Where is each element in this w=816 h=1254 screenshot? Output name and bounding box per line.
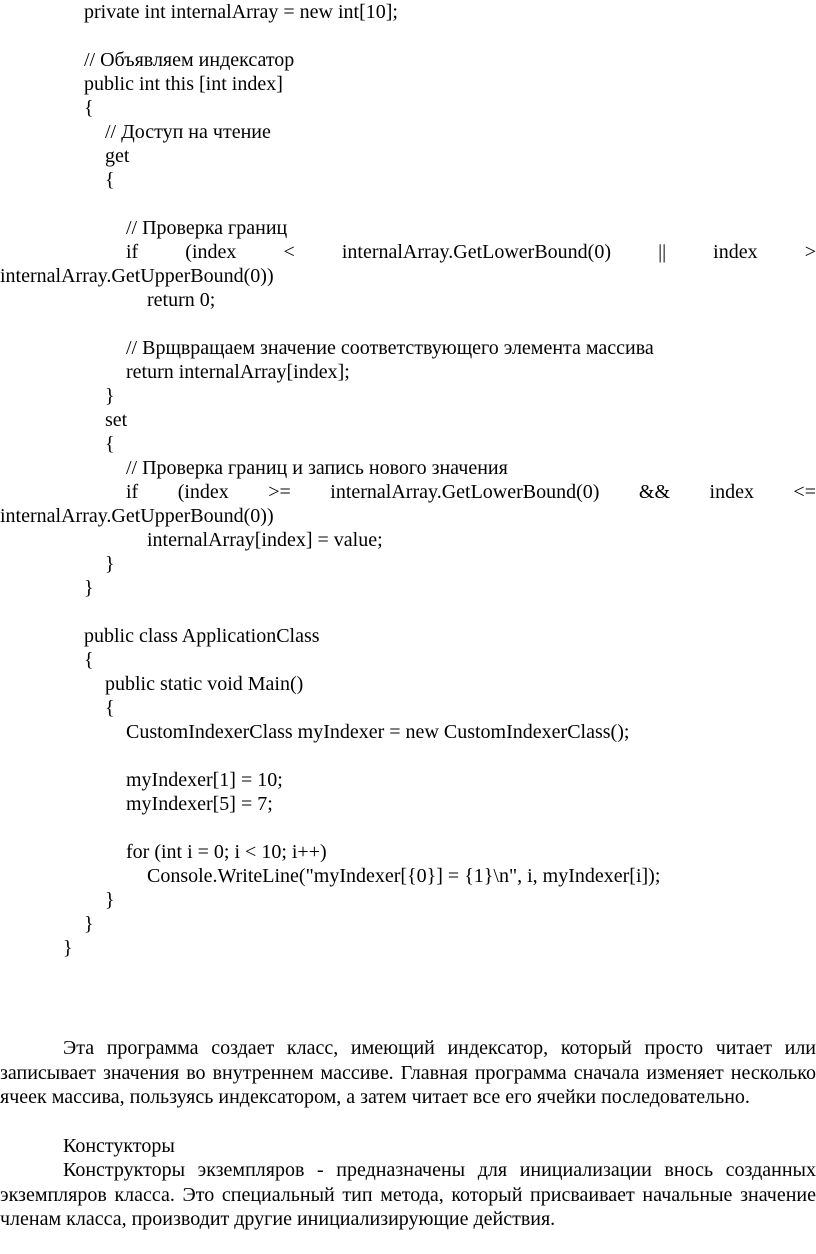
code-line: myIndexer[5] = 7; bbox=[126, 793, 273, 815]
paragraph: Эта программа создает класс, имеющий индексатор, который просто читает или записывает значения во внутреннем массиве. Главная программа сначала изменяет несколько ячеек массива, пользуясь индексатором, а затем читает все его ячейки последовательно. bbox=[0, 1037, 816, 1109]
code-token: || bbox=[658, 241, 667, 263]
code-line: for (int i = 0; i < 10; i++) bbox=[126, 841, 327, 863]
code-comment: // Врщвращаем значение соответствующего элемента массива bbox=[126, 337, 654, 359]
code-brace: } bbox=[84, 913, 94, 935]
code-token: < bbox=[283, 241, 295, 263]
code-token: index bbox=[713, 241, 758, 263]
code-brace: { bbox=[84, 97, 94, 119]
code-brace: { bbox=[84, 649, 94, 671]
code-token: internalArray.GetLowerBound(0) bbox=[341, 241, 611, 263]
code-line: private int internalArray = new int[10]; bbox=[84, 1, 398, 23]
code-line: public class ApplicationClass bbox=[84, 625, 320, 647]
code-token: if bbox=[126, 241, 139, 263]
code-brace: } bbox=[84, 577, 94, 599]
code-line: set bbox=[105, 409, 128, 431]
code-line: Console.WriteLine("myIndexer[{0}] = {1}\n", i, myIndexer[i]); bbox=[147, 865, 661, 887]
code-comment: // Доступ на чтение bbox=[105, 121, 271, 143]
code-token: (index bbox=[177, 481, 229, 503]
code-line: internalArray.GetUpperBound(0)) bbox=[0, 265, 274, 287]
code-line: return internalArray[index]; bbox=[126, 361, 350, 383]
code-brace: } bbox=[105, 553, 115, 575]
section-heading: Констукторы bbox=[63, 1135, 175, 1157]
code-token: && bbox=[638, 481, 671, 503]
code-comment: // Объявляем индексатор bbox=[84, 49, 295, 71]
code-line: public static void Main() bbox=[105, 673, 304, 695]
code-brace: { bbox=[105, 433, 115, 455]
code-line: internalArray[index] = value; bbox=[147, 529, 383, 551]
code-line-justified bbox=[126, 240, 816, 264]
code-token: >= bbox=[268, 481, 291, 503]
code-token: (index bbox=[185, 241, 237, 263]
code-token: <= bbox=[793, 481, 816, 503]
code-token: index bbox=[709, 481, 754, 503]
code-line: CustomIndexerClass myIndexer = new CustomIndexerClass(); bbox=[126, 721, 630, 743]
code-line-justified bbox=[126, 480, 816, 504]
code-comment: // Проверка границ и запись нового значения bbox=[126, 457, 508, 479]
code-line: public int this [int index] bbox=[84, 73, 283, 95]
code-brace: { bbox=[105, 169, 115, 191]
code-brace: } bbox=[105, 385, 115, 407]
code-brace: { bbox=[105, 697, 115, 719]
code-line: get bbox=[105, 145, 130, 167]
code-comment: // Проверка границ bbox=[126, 217, 288, 239]
code-line: return 0; bbox=[147, 289, 216, 311]
code-token: > bbox=[804, 241, 816, 263]
code-token: if bbox=[126, 481, 139, 503]
code-brace: } bbox=[105, 889, 115, 911]
code-line: internalArray.GetUpperBound(0)) bbox=[0, 505, 274, 527]
code-line: myIndexer[1] = 10; bbox=[126, 769, 283, 791]
paragraph: Конструкторы экземпляров - предназначены для инициализации внось созданных экземпляров класса. Это специальный тип метода, который присваивает начальные значение членам класса, производит другие инициализирующие действия. bbox=[0, 1159, 816, 1231]
code-token: internalArray.GetLowerBound(0) bbox=[330, 481, 600, 503]
code-brace: } bbox=[63, 937, 73, 959]
